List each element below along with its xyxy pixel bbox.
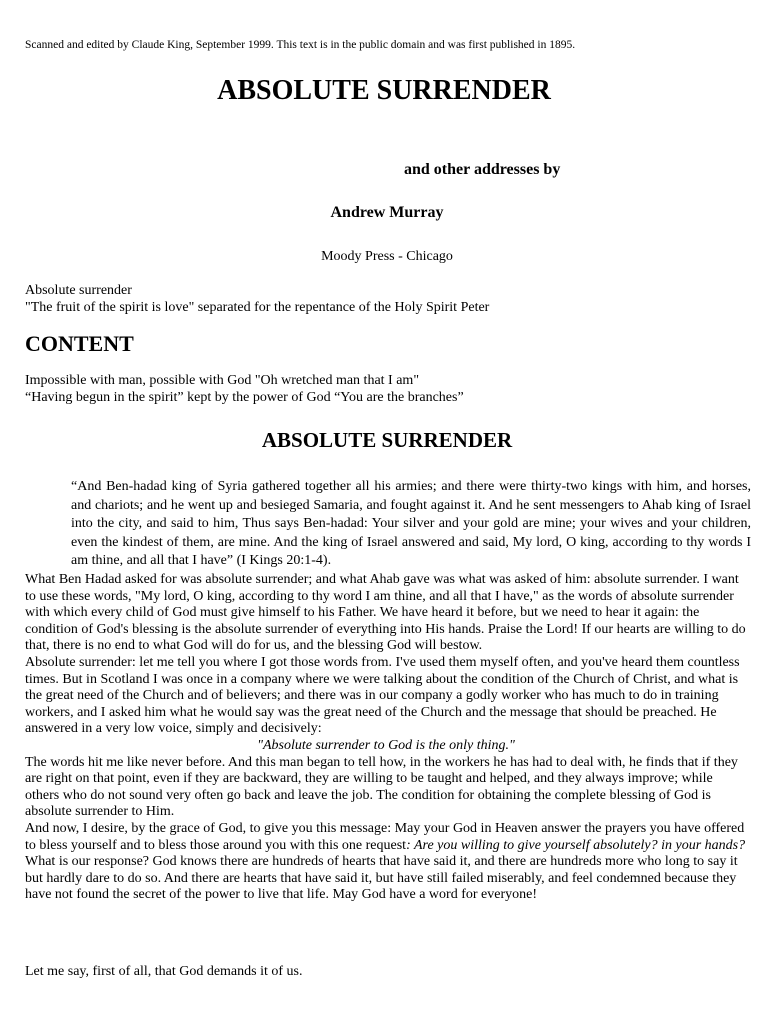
scripture-quote: “And Ben-hadad king of Syria gathered together all his armies; and there were thirty-two kings with him, and horses, and chariots; and he went up and besieged Samaria, and fought against it. And he sent messengers to Ahab king of Israel into the city, and said to him, Thus says Ben-hadad: Your silver and your gold are mine; your wives and your children, even the kindest of them, are mine. And the king of Israel answered and said, My lord, O king, according to thy words I am thine, and all that I have” (I Kings 20:1-4). — [71, 479, 751, 568]
chapter-heading: ABSOLUTE SURRENDER — [261, 428, 513, 452]
paragraph-text: And now, I desire, by the grace of God, to give you this message: May your God in Heaven answer the prayers you have offered to bless yourself and to bless those around you with this one request — [25, 820, 745, 853]
emphasized-question: : Are you willing to give yourself absolutely? in your hands? — [406, 837, 746, 853]
publisher-line: Moody Press - Chicago — [321, 249, 453, 264]
book-title: ABSOLUTE SURRENDER — [217, 75, 551, 106]
credit-line: Scanned and edited by Claude King, September 1999. This text is in the public domain and was first published in 1895. — [25, 39, 576, 51]
intro-line: "The fruit of the spirit is love" separated for the repentance of the Holy Spirit Peter — [25, 300, 490, 315]
paragraph — [25, 821, 747, 904]
chapter-body — [25, 572, 747, 904]
contents-line: “Having begun in the spirit” kept by the power of God “You are the branches” — [25, 390, 464, 405]
contents-heading: CONTENT — [25, 331, 134, 356]
closing-line: Let me say, first of all, that God demands it of us. — [25, 964, 303, 979]
paragraph-text: What is our response? God knows there are hundreds of hearts that have said it, and there are hundreds more who long to say it but hardly dare to do so. And there are hearts that have said it, but have still failed miserably, and feel condemned because they have not found the secret of the power to live that life. May God have a word for everyone! — [25, 854, 738, 903]
author-name: Andrew Murray — [330, 204, 444, 221]
intro-line: Absolute surrender — [25, 283, 132, 298]
contents-line: Impossible with man, possible with God "Oh wretched man that I am" — [25, 373, 420, 388]
paragraph: The words hit me like never before. And this man began to tell how, in the workers he has had to deal with, he finds that if they are right on that point, even if they are backward, they are willing to be taught and helped, and they always improve; while others who do not sound very often go back and leave the job. The condition for obtaining the complete blessing of God is absolute surrender to Him. — [25, 754, 738, 820]
paragraph: Absolute surrender: let me tell you where I got those words from. I've used them myself often, and you've heard them countless times. But in Scotland I was once in a company where we were talking about the condition of the Church of Christ, and what is the great need of the Church and of believers; and there was in our company a godly worker who has much to do in training workers, and I asked him what he would say was the great need of the Church and the message that should be preached. He answered in a very low voice, simply and decisively: — [25, 654, 740, 737]
book-subtitle: and other addresses by — [404, 161, 561, 178]
centered-quote: "Absolute surrender to God is the only thing." — [257, 737, 515, 753]
paragraph: What Ben Hadad asked for was absolute surrender; and what Ahab gave was what was asked of him: absolute surrender. I want to use these words, "My lord, O king, according to thy word I am thine, and all that I have," as the words of absolute surrender with which every child of God must give himself to his Father. We have heard it before, but we need to hear it again: the condition of God's blessing is the absolute surrender of everything into His hands. Praise the Lord! If our hearts are willing to do that, there is no end to what God will do for us, and the blessing God will bestow. — [25, 572, 746, 654]
